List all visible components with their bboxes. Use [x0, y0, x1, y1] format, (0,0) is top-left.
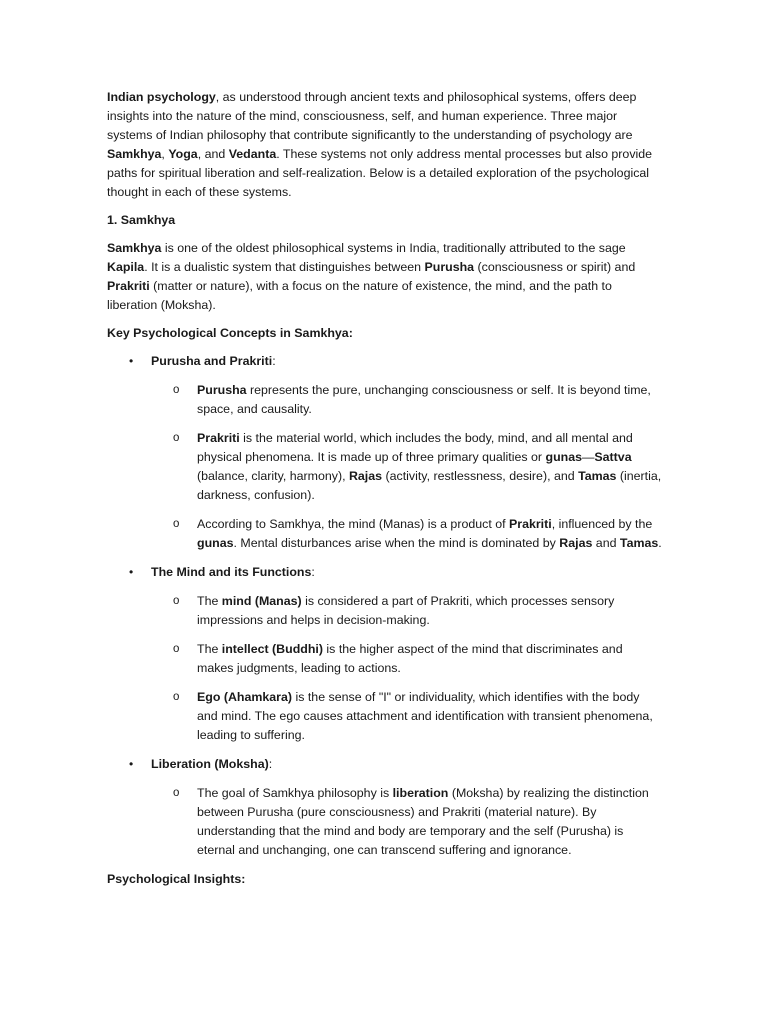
bold-term: Tamas [578, 469, 617, 483]
bold-term: intellect (Buddhi) [221, 642, 323, 656]
text-run: is the sense of "I" or individuality, which identifies with the body and mind. The ego causes attachment and identification with transient phenomena, leading to suffering. [197, 690, 653, 742]
text-run: is considered a part of Prakriti, which processes sensory impressions and helps in decision-making. [197, 594, 615, 627]
bold-term: Samkhya [107, 147, 162, 161]
text-run: , as understood through ancient texts and philosophical systems, offers deep insights into the nature of the mind, consciousness, self, and human experience. Three major systems of Indian philosophy that contribute significantly to the understanding of psychology are [107, 90, 637, 142]
bold-term: Rajas [348, 469, 383, 483]
text-run: . These systems not only address mental processes but also provide paths for spiritual liberation and self-realization. Below is a detailed exploration of the psychological thought in each of these systems. [107, 147, 653, 199]
text-run: , and [197, 147, 229, 161]
text-run: (balance, clarity, harmony), [197, 469, 349, 483]
intro-paragraph [107, 88, 662, 202]
circle-bullet-icon: o [173, 643, 180, 655]
list-item [107, 563, 662, 745]
psychological-insights-heading: Psychological Insights: [107, 872, 246, 886]
bold-term: Prakriti [508, 517, 552, 531]
bold-term: Ego (Ahamkara) [197, 690, 293, 704]
circle-bullet-icon: o [173, 787, 180, 799]
sub-list [151, 784, 662, 860]
text-run: is one of the oldest philosophical systems in India, traditionally attributed to the sage [161, 241, 626, 255]
text-run: (inertia, darkness, confusion). [197, 469, 662, 502]
bold-term: Purusha [197, 383, 247, 397]
circle-bullet-icon: o [173, 432, 180, 444]
sub-list-item [151, 515, 662, 553]
text-run: (matter or nature), with a focus on the nature of existence, the mind, and the path to liberation (Moksha). [107, 279, 612, 312]
bold-term: liberation [392, 786, 449, 800]
bullet-icon: • [129, 565, 134, 579]
bold-term: Rajas [559, 536, 593, 550]
text-run: (Moksha) by realizing the distinction between Purusha (pure consciousness) and Prakriti (material nature). By understanding that the mind and body are temporary and the self (Purusha) is eternal and unchanging, one can transcend suffering and ignorance. [197, 786, 649, 857]
sub-list [151, 592, 662, 745]
sub-list-item [151, 640, 662, 678]
list-item-title [151, 563, 662, 582]
bold-term: gunas [545, 450, 582, 464]
bullet-icon: • [129, 354, 134, 368]
bold-term: Prakriti [197, 431, 240, 445]
bold-term: gunas [197, 536, 234, 550]
sub-list-item [151, 429, 662, 505]
text-run: . Mental disturbances arise when the mind is dominated by [233, 536, 560, 550]
document-body [107, 88, 662, 898]
text-run: is the higher aspect of the mind that discriminates and makes judgments, leading to actions. [197, 642, 623, 675]
list-item-title [151, 755, 662, 774]
text-run: (consciousness or spirit) and [474, 260, 636, 274]
list-item [107, 755, 662, 860]
text-run: is the material world, which includes the body, mind, and all mental and physical phenomena. It is made up of three primary qualities or [197, 431, 633, 464]
text-run: and [592, 536, 620, 550]
text-run: The goal of Samkhya philosophy is [197, 786, 393, 800]
bold-term: Liberation (Moksha) [151, 757, 269, 771]
text-run: : [272, 354, 276, 368]
text-run: (activity, restlessness, desire), and [382, 469, 579, 483]
sub-list-item [151, 688, 662, 745]
text-run: , influenced by the [551, 517, 653, 531]
circle-bullet-icon: o [173, 691, 180, 703]
circle-bullet-icon: o [173, 518, 180, 530]
bold-term: Kapila [107, 260, 145, 274]
bold-term: Tamas [619, 536, 659, 550]
text-run: . [658, 536, 662, 550]
key-concepts-heading: Key Psychological Concepts in Samkhya: [107, 326, 353, 340]
samkhya-paragraph [107, 239, 662, 315]
bold-term: Indian psychology [107, 90, 216, 104]
sub-list-item [151, 381, 662, 419]
text-run: , [161, 147, 169, 161]
text-run: : [311, 565, 315, 579]
bold-term: Purusha [424, 260, 475, 274]
bold-term: Yoga [168, 147, 198, 161]
text-run: represents the pure, unchanging consciousness or self. It is beyond time, space, and causality. [197, 383, 651, 416]
sub-list-item [151, 592, 662, 630]
section-heading-samkhya: 1. Samkhya [107, 213, 176, 227]
sub-list-item [151, 784, 662, 860]
bold-term: Purusha and Prakriti [151, 354, 273, 368]
list-item [107, 352, 662, 553]
bold-term: The Mind and its Functions [151, 565, 312, 579]
text-run: According to Samkhya, the mind (Manas) is a product of [197, 517, 509, 531]
list-item-title [151, 352, 662, 371]
concept-list [107, 352, 662, 860]
sub-list [151, 381, 662, 553]
bold-term: Vedanta [228, 147, 277, 161]
text-run: The [197, 642, 222, 656]
bold-term: mind (Manas) [221, 594, 302, 608]
bold-term: Sattva [594, 450, 632, 464]
bullet-icon: • [129, 757, 134, 771]
circle-bullet-icon: o [173, 384, 180, 396]
text-run: . It is a dualistic system that distinguishes between [144, 260, 425, 274]
bold-term: Samkhya [107, 241, 162, 255]
text-run: The [197, 594, 222, 608]
bold-term: Prakriti [107, 279, 150, 293]
circle-bullet-icon: o [173, 595, 180, 607]
text-run: : [268, 757, 273, 771]
text-run: — [582, 450, 595, 464]
